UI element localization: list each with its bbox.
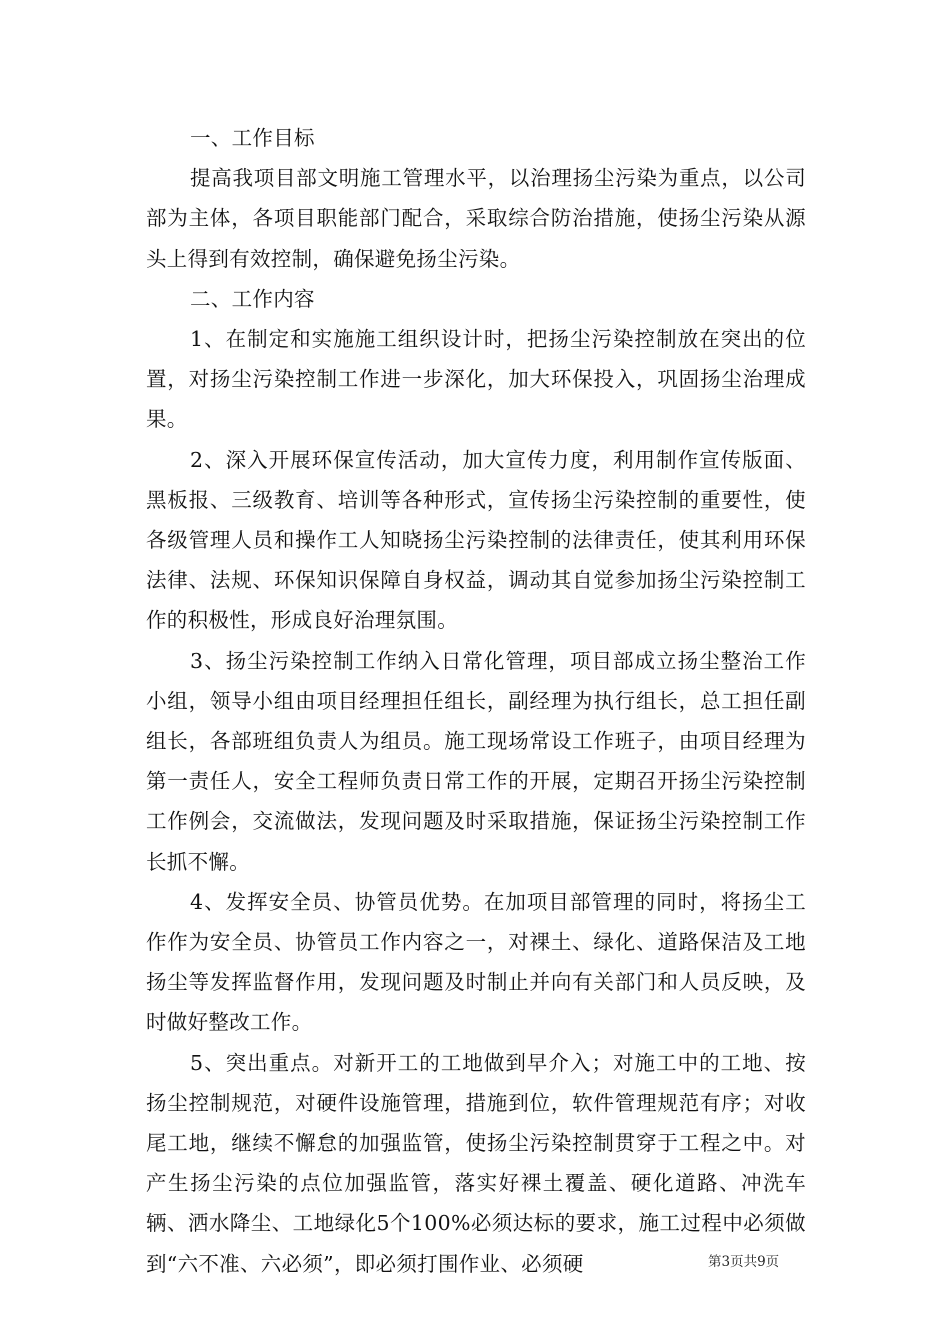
paragraph-item-1: 1、在制定和实施施工组织设计时，把扬尘污染控制放在突出的位置，对扬尘污染控制工作进一步深化，加大环保投入，巩固扬尘治理成果。	[146, 327, 806, 432]
section-heading-goals: 一、工作目标	[190, 126, 315, 150]
paragraph-item-4: 4、发挥安全员、协管员优势。在加项目部管理的同时，将扬尘工作作为安全员、协管员工作内容之一，对裸土、绿化、道路保洁及工地扬尘等发挥监督作用，发现问题及时制止并向有关部门和人员反映，及时做好整改工作。	[146, 889, 806, 1035]
paragraph-item-2: 2、深入开展环保宣传活动，加大宣传力度，利用制作宣传版面、黑板报、三级教育、培训等各种形式，宣传扬尘污染控制的重要性，使各级管理人员和操作工人知晓扬尘污染控制的法律责任，使其利用环保法律、法规、环保知识保障自身权益，调动其自觉参加扬尘污染控制工作的积极性，形成良好治理氛围。	[146, 447, 806, 633]
page-number-footer: 第3页共9页	[708, 1254, 780, 1270]
paragraph-item-5: 5、突出重点。对新开工的工地做到早介入；对施工中的工地、按扬尘控制规范，对硬件设施管理，措施到位，软件管理规范有序；对收尾工地，继续不懈怠的加强监管，使扬尘污染控制贯穿于工程之中。对产生扬尘污染的点位加强监管，落实好裸土覆盖、硬化道路、冲洗车辆、洒水降尘、工地绿化5个100%必须达标的要求，施工过程中必须做到“六不准、六必须”，即必须打围作业、必须硬	[146, 1050, 806, 1276]
paragraph-item-3: 3、扬尘污染控制工作纳入日常化管理，项目部成立扬尘整治工作小组，领导小组由项目经理担任组长，副经理为执行组长，总工担任副组长，各部班组负责人为组员。施工现场常设工作班子，由项目经理为第一责任人，安全工程师负责日常工作的开展，定期召开扬尘污染控制工作例会，交流做法，发现问题及时采取措施，保证扬尘污染控制工作长抓不懈。	[146, 648, 806, 874]
document-body	[146, 118, 806, 1284]
section-heading-content: 二、工作内容	[190, 286, 315, 311]
paragraph-goals: 提高我项目部文明施工管理水平，以治理扬尘污染为重点，以公司部为主体，各项目职能部门配合，采取综合防治措施，使扬尘污染从源头上得到有效控制，确保避免扬尘污染。	[146, 166, 806, 271]
